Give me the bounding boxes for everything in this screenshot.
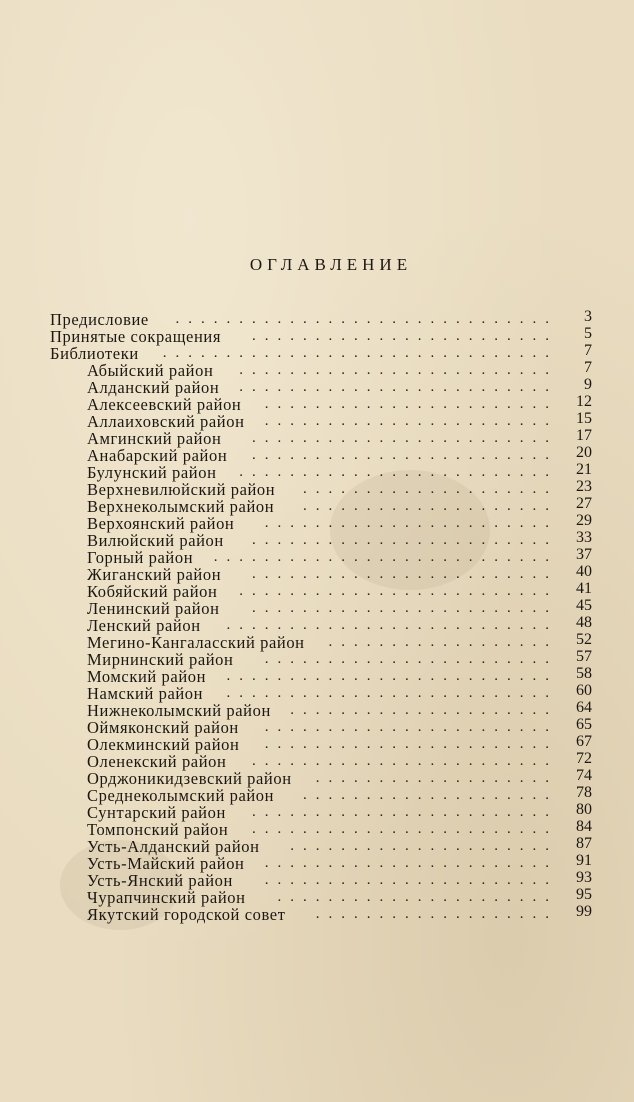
toc-entry-page-number: 91: [576, 852, 592, 869]
toc-entry-title: Мирнинский район: [87, 650, 234, 669]
dot-leader: ..........................: [226, 685, 558, 701]
toc-entry-title: Якутский городской совет: [87, 905, 286, 924]
dot-leader: ...........................: [213, 549, 558, 565]
toc-entry: [50, 852, 596, 873]
dot-leader: ..........................: [226, 668, 558, 684]
dot-leader: ....................: [303, 787, 558, 803]
dot-leader: ........................: [252, 804, 558, 820]
toc-entry-page-number: 57: [576, 648, 592, 665]
toc-entry-title: Среднеколымский район: [87, 786, 275, 805]
toc-entry: [50, 648, 596, 669]
toc-entry: [50, 597, 596, 618]
toc-entry-page-number: 58: [576, 665, 592, 682]
dot-leader: ....................: [303, 498, 558, 514]
toc-entry: [50, 512, 596, 533]
toc-entry-title: Кобяйский район: [87, 582, 218, 601]
toc-entry-page-number: 20: [576, 444, 592, 461]
toc-entry-title: Аллаиховский район: [87, 412, 245, 431]
toc-entry-page-number: 37: [576, 546, 592, 563]
dot-leader: .........................: [239, 362, 558, 378]
toc-entry: [50, 801, 596, 822]
toc-entry-title: Жиганский район: [87, 565, 222, 584]
toc-entry: [50, 699, 596, 720]
toc-entry-page-number: 5: [584, 325, 592, 342]
dot-leader: ...................: [315, 906, 558, 922]
dot-leader: .......................: [264, 413, 558, 429]
toc-entry-page-number: 17: [576, 427, 592, 444]
toc-entry: [50, 614, 596, 635]
toc-entry: [50, 580, 596, 601]
toc-entry-page-number: 29: [576, 512, 592, 529]
toc-entry-title: Ленский район: [87, 616, 201, 635]
toc-entry-title: Намский район: [87, 684, 204, 703]
toc-entry-page-number: 65: [576, 716, 592, 733]
toc-entry: [50, 393, 596, 414]
dot-leader: .......................: [264, 651, 558, 667]
dot-leader: .......................: [264, 736, 558, 752]
dot-leader: ........................: [252, 753, 558, 769]
dot-leader: ...............................: [162, 345, 558, 361]
toc-entry-page-number: 80: [576, 801, 592, 818]
toc-entry-page-number: 27: [576, 495, 592, 512]
toc-entry-title: Алданский район: [87, 378, 220, 397]
toc-entry: [50, 665, 596, 686]
dot-leader: ...................: [315, 770, 558, 786]
toc-entry-page-number: 12: [576, 393, 592, 410]
dot-leader: .........................: [239, 379, 558, 395]
toc-entry-page-number: 48: [576, 614, 592, 631]
dot-leader: ........................: [252, 532, 558, 548]
toc-entry: [50, 342, 596, 363]
toc-entry-title: Орджоникидзевский район: [87, 769, 292, 788]
toc-entry-title: Верхоянский район: [87, 514, 235, 533]
toc-entry-title: Нижнеколымский район: [87, 701, 271, 720]
toc-entry: [50, 886, 596, 907]
toc-entry: [50, 631, 596, 652]
toc-entry-page-number: 60: [576, 682, 592, 699]
page-title: ОГЛАВЛЕНИЕ: [249, 255, 413, 274]
toc-entry-page-number: 93: [576, 869, 592, 886]
dot-leader: ........................: [252, 566, 558, 582]
toc-entry: [50, 325, 596, 346]
toc-entry: [50, 376, 596, 397]
dot-leader: .......................: [264, 719, 558, 735]
toc-entry-page-number: 40: [576, 563, 592, 580]
toc-entry-page-number: 67: [576, 733, 592, 750]
toc-entry-page-number: 9: [584, 376, 592, 393]
toc-entry: [50, 750, 596, 771]
toc-entry-title: Момский район: [87, 667, 207, 686]
toc-entry-page-number: 72: [576, 750, 592, 767]
toc-entry: [50, 427, 596, 448]
table-of-contents: [50, 308, 596, 924]
toc-entry-title: Усть-Майский район: [87, 854, 245, 873]
dot-leader: .......................: [264, 515, 558, 531]
toc-entry-title: Абыйский район: [87, 361, 214, 380]
toc-entry-page-number: 78: [576, 784, 592, 801]
toc-entry: [50, 767, 596, 788]
dot-leader: .......................: [264, 396, 558, 412]
toc-entry: [50, 495, 596, 516]
toc-entry-page-number: 84: [576, 818, 592, 835]
toc-entry: [50, 359, 596, 380]
toc-entry-page-number: 3: [584, 308, 592, 325]
dot-leader: ..........................: [226, 617, 558, 633]
toc-entry: [50, 869, 596, 890]
dot-leader: ..............................: [175, 311, 558, 327]
toc-entry-page-number: 87: [576, 835, 592, 852]
toc-entry-title: Сунтарский район: [87, 803, 226, 822]
toc-entry-page-number: 15: [576, 410, 592, 427]
toc-entry-page-number: 21: [576, 461, 592, 478]
toc-entry: [50, 308, 596, 329]
toc-entry: [50, 529, 596, 550]
dot-leader: ......................: [277, 889, 558, 905]
dot-leader: ........................: [252, 600, 558, 616]
toc-entry: [50, 835, 596, 856]
dot-leader: .....................: [290, 838, 558, 854]
toc-entry-title: Амгинский район: [87, 429, 222, 448]
dot-leader: .......................: [264, 872, 558, 888]
toc-entry-title: Оймяконский район: [87, 718, 239, 737]
dot-leader: ........................: [252, 328, 558, 344]
dot-leader: ....................: [303, 481, 558, 497]
toc-entry-page-number: 7: [584, 342, 592, 359]
toc-entry-title: Анабарский район: [87, 446, 228, 465]
toc-entry: [50, 546, 596, 567]
toc-entry-title: Верхнеколымский район: [87, 497, 275, 516]
toc-entry-title: Чурапчинский район: [87, 888, 246, 907]
toc-entry: [50, 461, 596, 482]
toc-entry: [50, 444, 596, 465]
toc-entry-page-number: 41: [576, 580, 592, 597]
dot-leader: .......................: [264, 855, 558, 871]
dot-leader: ........................: [252, 447, 558, 463]
toc-entry-title: Оленекский район: [87, 752, 227, 771]
toc-entry-page-number: 33: [576, 529, 592, 546]
toc-entry-title: Алексеевский район: [87, 395, 242, 414]
toc-entry-title: Вилюйский район: [87, 531, 224, 550]
toc-entry-page-number: 45: [576, 597, 592, 614]
dot-leader: .....................: [290, 702, 558, 718]
toc-entry-title: Мегино-Кангаласский район: [87, 633, 305, 652]
dot-leader: ........................: [252, 821, 558, 837]
dot-leader: ........................: [252, 430, 558, 446]
toc-entry-title: Предисловие: [50, 310, 149, 329]
toc-entry-title: Олекминский район: [87, 735, 240, 754]
toc-entry: [50, 903, 596, 924]
toc-entry-page-number: 23: [576, 478, 592, 495]
toc-entry-page-number: 52: [576, 631, 592, 648]
toc-entry-title: Томпонский район: [87, 820, 229, 839]
toc-entry: [50, 716, 596, 737]
toc-entry-title: Верхневилюйский район: [87, 480, 276, 499]
toc-entry-title: Ленинский район: [87, 599, 220, 618]
toc-entry: [50, 733, 596, 754]
toc-entry-page-number: 64: [576, 699, 592, 716]
toc-entry: [50, 682, 596, 703]
dot-leader: ..................: [328, 634, 558, 650]
toc-entry: [50, 563, 596, 584]
dot-leader: .........................: [239, 464, 558, 480]
toc-entry-title: Усть-Янский район: [87, 871, 233, 890]
toc-entry: [50, 410, 596, 431]
toc-entry-page-number: 99: [576, 903, 592, 920]
toc-entry: [50, 818, 596, 839]
toc-entry-title: Булунский район: [87, 463, 217, 482]
toc-entry-title: Усть-Алданский район: [87, 837, 260, 856]
toc-entry: [50, 478, 596, 499]
toc-entry-title: Библиотеки: [50, 344, 139, 363]
toc-entry-title: Горный район: [87, 548, 194, 567]
toc-entry-page-number: 7: [584, 359, 592, 376]
toc-entry: [50, 784, 596, 805]
toc-entry-title: Принятые сокращения: [50, 327, 222, 346]
dot-leader: .........................: [239, 583, 558, 599]
toc-entry-page-number: 95: [576, 886, 592, 903]
toc-entry-page-number: 74: [576, 767, 592, 784]
